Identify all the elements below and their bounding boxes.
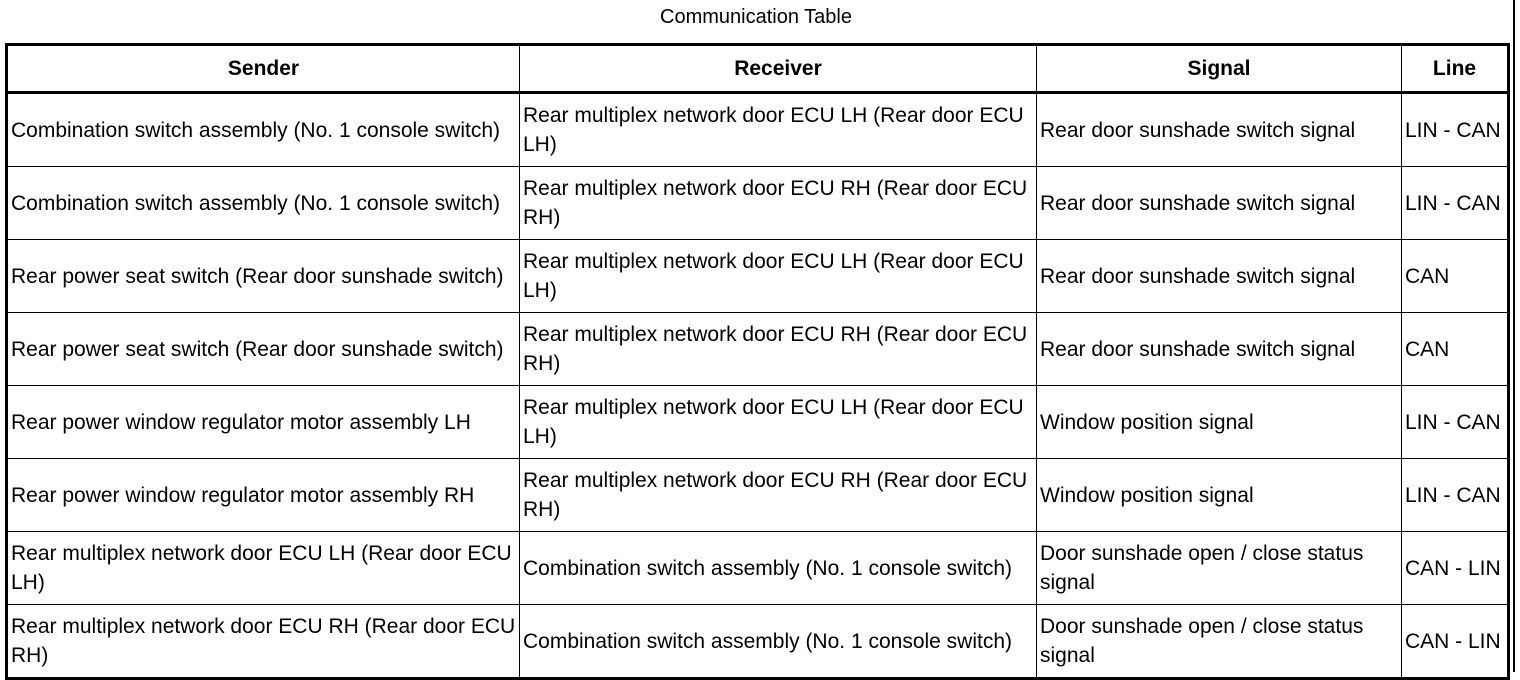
signal-cell: Rear door sunshade switch signal bbox=[1037, 240, 1402, 313]
table-row bbox=[7, 459, 1509, 532]
signal-cell: Window position signal bbox=[1037, 459, 1402, 532]
receiver-cell: Combination switch assembly (No. 1 console switch) bbox=[520, 605, 1037, 679]
sender-cell: Rear power seat switch (Rear door sunshade switch) bbox=[7, 240, 520, 313]
signal-cell: Rear door sunshade switch signal bbox=[1037, 167, 1402, 240]
header-line: Line bbox=[1402, 45, 1509, 93]
receiver-cell: Rear multiplex network door ECU LH (Rear door ECU LH) bbox=[520, 386, 1037, 459]
receiver-cell: Rear multiplex network door ECU RH (Rear door ECU RH) bbox=[520, 459, 1037, 532]
line-cell: CAN bbox=[1402, 313, 1509, 386]
sender-cell: Rear power window regulator motor assembly RH bbox=[7, 459, 520, 532]
table-row bbox=[7, 313, 1509, 386]
sender-cell: Rear multiplex network door ECU LH (Rear door ECU LH) bbox=[7, 532, 520, 605]
line-cell: LIN - CAN bbox=[1402, 386, 1509, 459]
signal-cell: Rear door sunshade switch signal bbox=[1037, 93, 1402, 167]
line-cell: LIN - CAN bbox=[1402, 93, 1509, 167]
receiver-cell: Rear multiplex network door ECU RH (Rear door ECU RH) bbox=[520, 167, 1037, 240]
signal-cell: Door sunshade open / close status signal bbox=[1037, 605, 1402, 679]
signal-cell: Rear door sunshade switch signal bbox=[1037, 313, 1402, 386]
sender-cell: Combination switch assembly (No. 1 console switch) bbox=[7, 93, 520, 167]
receiver-cell: Combination switch assembly (No. 1 console switch) bbox=[520, 532, 1037, 605]
table-header-row bbox=[7, 45, 1509, 93]
line-cell: LIN - CAN bbox=[1402, 459, 1509, 532]
line-cell: LIN - CAN bbox=[1402, 167, 1509, 240]
table-row bbox=[7, 93, 1509, 167]
table-row bbox=[7, 386, 1509, 459]
signal-cell: Door sunshade open / close status signal bbox=[1037, 532, 1402, 605]
header-signal: Signal bbox=[1037, 45, 1402, 93]
sender-cell: Combination switch assembly (No. 1 console switch) bbox=[7, 167, 520, 240]
receiver-cell: Rear multiplex network door ECU RH (Rear door ECU RH) bbox=[520, 313, 1037, 386]
communication-table bbox=[5, 43, 1510, 680]
sender-cell: Rear power window regulator motor assembly LH bbox=[7, 386, 520, 459]
table-row bbox=[7, 532, 1509, 605]
header-receiver: Receiver bbox=[520, 45, 1037, 93]
line-cell: CAN - LIN bbox=[1402, 605, 1509, 679]
line-cell: CAN - LIN bbox=[1402, 532, 1509, 605]
line-cell: CAN bbox=[1402, 240, 1509, 313]
sender-cell: Rear multiplex network door ECU RH (Rear door ECU RH) bbox=[7, 605, 520, 679]
table-row bbox=[7, 605, 1509, 679]
header-sender: Sender bbox=[7, 45, 520, 93]
page-title: Communication Table bbox=[660, 6, 852, 28]
sender-cell: Rear power seat switch (Rear door sunshade switch) bbox=[7, 313, 520, 386]
table-row bbox=[7, 240, 1509, 313]
signal-cell: Window position signal bbox=[1037, 386, 1402, 459]
receiver-cell: Rear multiplex network door ECU LH (Rear door ECU LH) bbox=[520, 240, 1037, 313]
table-row bbox=[7, 167, 1509, 240]
receiver-cell: Rear multiplex network door ECU LH (Rear door ECU LH) bbox=[520, 93, 1037, 167]
page-edge-rule bbox=[1513, 0, 1515, 672]
